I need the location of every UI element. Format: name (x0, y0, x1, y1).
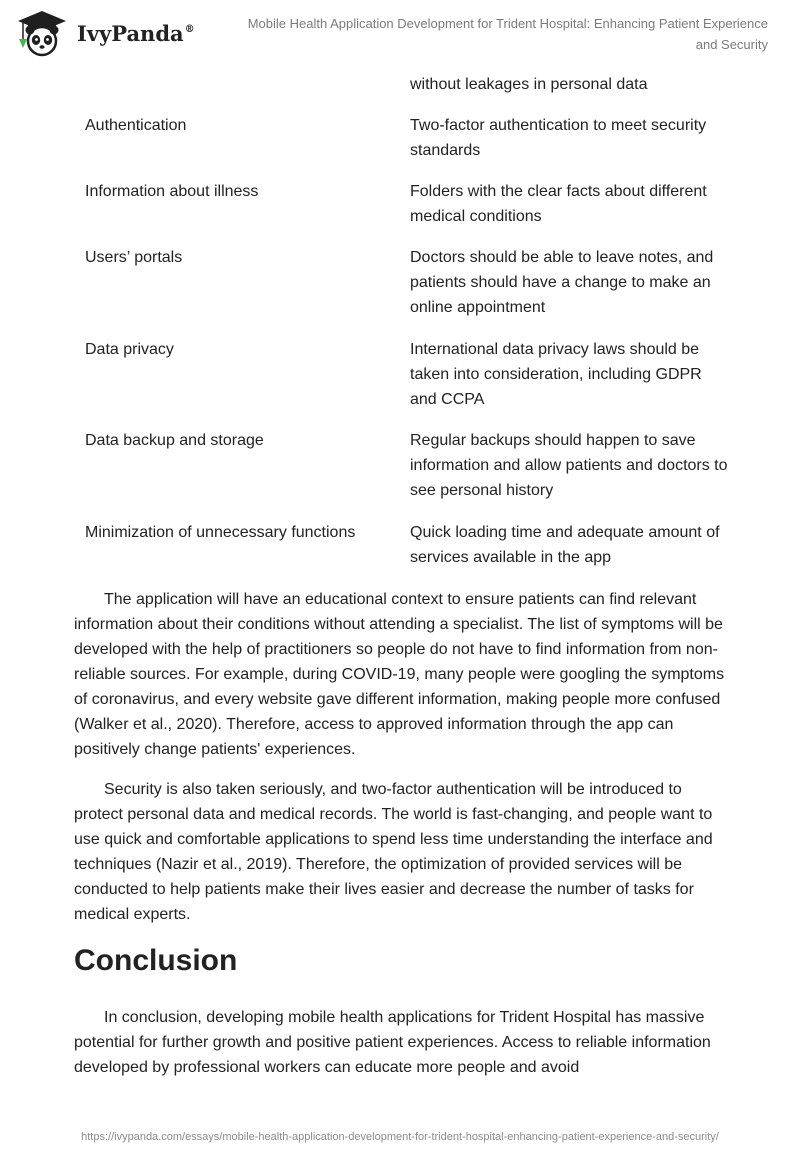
table-cell-description: Two-factor authentication to meet security standards (410, 117, 707, 159)
table-cell-description: without leakages in personal data (410, 76, 648, 93)
table-cell-description: International data privacy laws should be taken into consideration, including GDPR and CCPA (410, 341, 702, 408)
brand-name: IvyPanda® (77, 21, 195, 46)
panda-graduate-icon (14, 8, 70, 58)
table-cell-feature: Data privacy (85, 341, 174, 358)
body-paragraph: In conclusion, developing mobile health applications for Trident Hospital has massive potential for further growth and positive patient experiences. Access to reliable information developed by professional workers can educate more people and avoid (74, 1009, 711, 1076)
body-paragraph: Security is also taken seriously, and two-factor authentication will be introduced to protect personal data and medical records. The world is fast-changing, and people want to use quick and comfortable applications to spend less time understanding the interface and techniques (Nazir et al., 2019). Therefore, the optimization of provided services will be conducted to help patients make their lives easier and decrease the number of tasks for medical experts. (74, 781, 713, 923)
table-cell-description: Quick loading time and adequate amount of services available in the app (410, 524, 720, 566)
section-heading: Conclusion (74, 944, 238, 977)
table-cell-feature: Data backup and storage (85, 432, 264, 449)
table-cell-description: Doctors should be able to leave notes, and patients should have a change to make an online appointment (410, 249, 714, 316)
table-cell-feature: Minimization of unnecessary functions (85, 524, 356, 541)
table-cell-description: Regular backups should happen to save information and allow patients and doctors to see personal history (410, 432, 728, 499)
table-cell-description: Folders with the clear facts about different medical conditions (410, 183, 707, 225)
body-paragraph: The application will have an educational context to ensure patients can find relevant information about their conditions without attending a specialist. The list of symptoms will be developed with the help of practitioners so people do not have to find information from non-reliable sources. For example, during COVID-19, many people were googling the symptoms of coronavirus, and every website gave different information, making people more confused (Walker et al., 2020). Therefore, access to approved information through the app can positively change patients' experiences. (74, 591, 725, 758)
table-cell-feature: Authentication (85, 117, 187, 134)
table-cell-feature: Users’ portals (85, 249, 183, 266)
source-url[interactable]: https://ivypanda.com/essays/mobile-health-application-development-for-trident-hospital-enhancing-patient-experience-and-security/ (81, 1131, 719, 1143)
document-title: Mobile Health Application Development for Trident Hospital: Enhancing Patient Experience and Security (247, 16, 768, 52)
table-cell-feature: Information about illness (85, 183, 259, 200)
ivypanda-logo[interactable] (14, 8, 204, 58)
page-header (0, 0, 800, 70)
